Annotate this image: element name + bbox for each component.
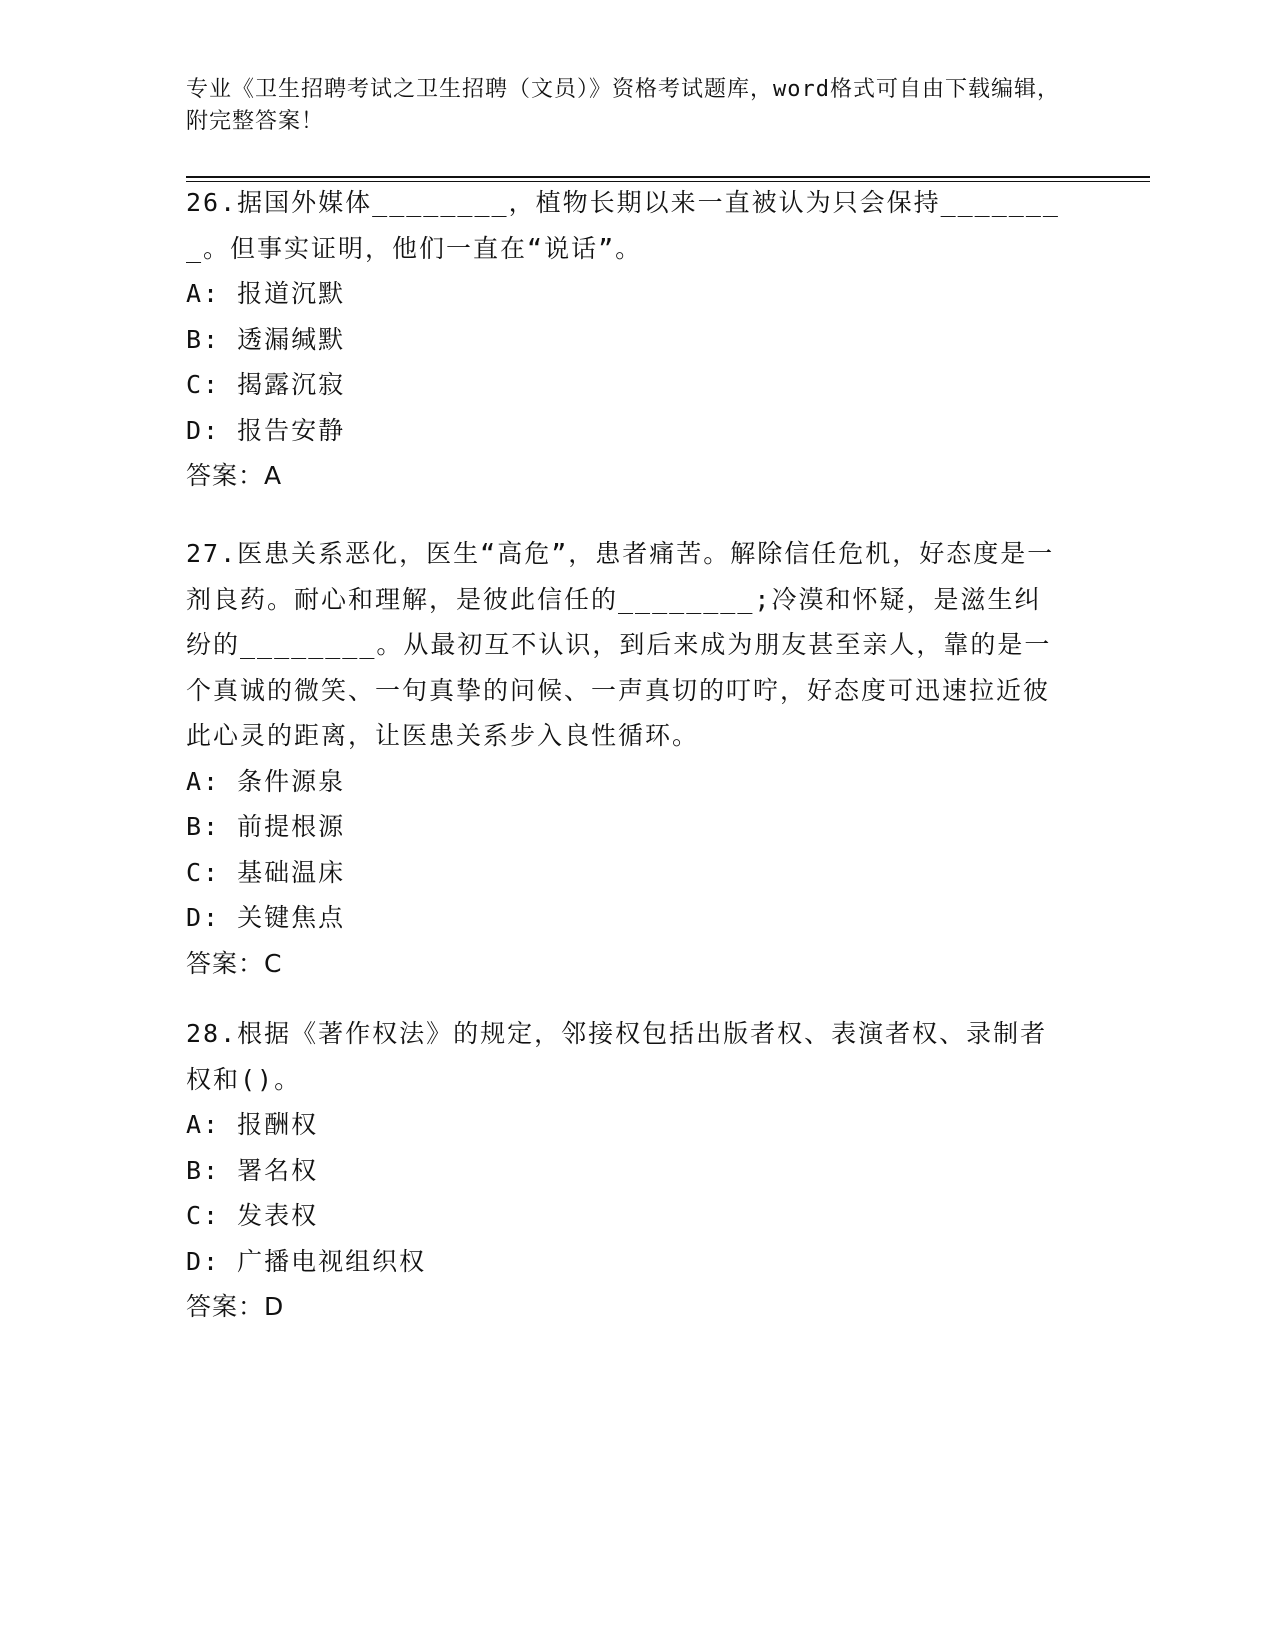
option-c: C: 发表权 [186,1201,319,1230]
option-a: A: 报酬权 [186,1110,319,1139]
option-b: B: 署名权 [186,1155,319,1185]
option-d: D: 广播电视组织权 [186,1246,427,1276]
question-28 [186,1011,1066,1330]
question-stem: 27.医患关系恶化，医生“高危”，患者痛苦。解除信任危机，好态度是一剂良药。耐心和理解，是彼此信任的________;冷漠和怀疑，是滋生纠纷的________。从最初互不认识，到后来成为朋友甚至亲人，靠的是一个真诚的微笑、一句真挚的问候、一声真切的叮咛，好态度可迅速拉近彼此心灵的距离，让医患关系步入良性循环。 [186,539,1055,750]
question-26 [186,180,1066,499]
question-stem: 26.据国外媒体________，植物长期以来一直被认为只会保持________。但事实证明，他们一直在“说话”。 [186,188,1060,263]
option-a: A: 条件源泉 [186,766,346,796]
option-d: D: 关键焦点 [186,903,346,932]
header-divider-thick [186,176,1150,178]
question-27 [186,531,1066,986]
option-c: C: 基础温床 [186,857,346,887]
option-d: D: 报告安静 [186,415,346,445]
question-stem: 28.根据《著作权法》的规定，邻接权包括出版者权、表演者权、录制者权和()。 [186,1019,1048,1094]
answer-line: 答案：A [186,461,283,490]
option-b: B: 透漏缄默 [186,324,346,354]
document-header: 专业《卫生招聘考试之卫生招聘（文员）》资格考试题库，word格式可自由下载编辑，附完整答案！ [186,77,1060,134]
answer-line: 答案：C [186,948,283,978]
option-a: A: 报道沉默 [186,279,346,308]
option-b: B: 前提根源 [186,812,346,841]
answer-line: 答案：D [186,1292,285,1321]
option-c: C: 揭露沉寂 [186,370,346,399]
